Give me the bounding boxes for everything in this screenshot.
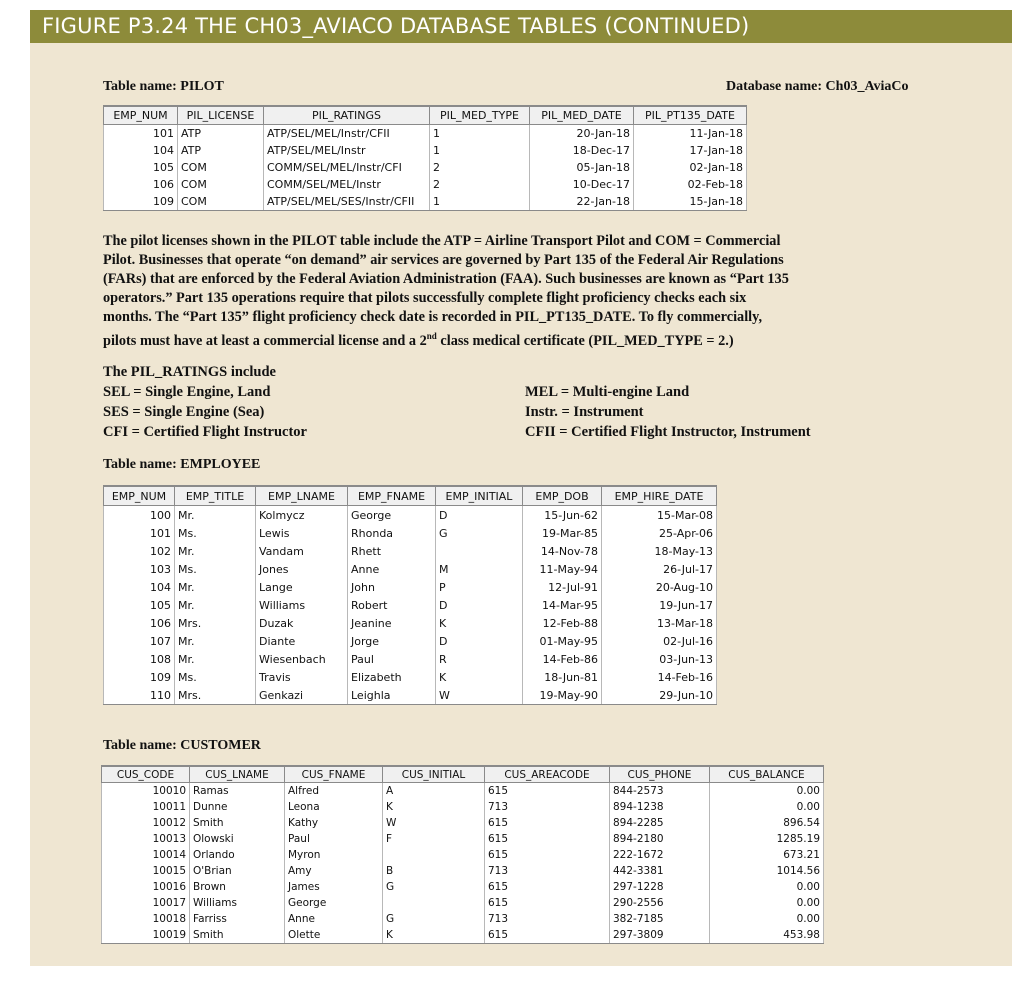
column-header: PIL_RATINGS: [264, 106, 430, 125]
table-cell: 453.98: [710, 927, 824, 944]
column-header: PIL_LICENSE: [178, 106, 264, 125]
table-cell: 108: [104, 650, 175, 668]
table-cell: 101: [104, 524, 175, 542]
table-cell: 2: [430, 176, 530, 193]
table-cell: A: [383, 783, 485, 800]
table-cell: 0.00: [710, 911, 824, 927]
database-name-label: Database name: Ch03_AviaCo: [726, 79, 909, 94]
table-row: [102, 847, 824, 863]
table-cell: 615: [485, 879, 610, 895]
table-cell: Kolmycz: [256, 506, 348, 525]
table-cell: COMM/SEL/MEL/Instr/CFI: [264, 159, 430, 176]
table-cell: Anne: [285, 911, 383, 927]
table-cell: 03-Jun-13: [602, 650, 717, 668]
table-cell: 104: [104, 578, 175, 596]
table-cell: 1: [430, 142, 530, 159]
table-cell: Lange: [256, 578, 348, 596]
superscript-text: nd: [426, 331, 437, 341]
table-cell: COMM/SEL/MEL/Instr: [264, 176, 430, 193]
table-cell: Williams: [190, 895, 285, 911]
table-cell: 10016: [102, 879, 190, 895]
table-cell: 11-May-94: [523, 560, 602, 578]
paragraph-line: The pilot licenses shown in the PILOT table include the ATP = Airline Transport Pilot and COM = Commercial: [103, 233, 781, 249]
table-cell: George: [348, 506, 436, 525]
table-cell: 14-Mar-95: [523, 596, 602, 614]
rating-instr: Instr. = Instrument: [525, 404, 644, 420]
rating-cfii: CFII = Certified Flight Instructor, Instrument: [525, 424, 811, 440]
table-cell: G: [383, 911, 485, 927]
table-cell: D: [436, 506, 523, 525]
table-row: [102, 895, 824, 911]
table-cell: 103: [104, 560, 175, 578]
table-row: [104, 560, 717, 578]
table-row: [104, 596, 717, 614]
table-cell: 1014.56: [710, 863, 824, 879]
ratings-heading: The PIL_RATINGS include: [103, 364, 276, 380]
table-cell: 1285.19: [710, 831, 824, 847]
table-row: [102, 863, 824, 879]
column-header: EMP_LNAME: [256, 486, 348, 506]
paragraph-text: class medical certificate (PIL_MED_TYPE = 2.): [436, 332, 734, 349]
table-cell: 14-Feb-86: [523, 650, 602, 668]
figure-title: FIGURE P3.24 THE CH03_AVIACO DATABASE TABLES (CONTINUED): [30, 10, 1012, 43]
table-row: [104, 668, 717, 686]
table-cell: COM: [178, 193, 264, 211]
table-cell: 106: [104, 176, 178, 193]
column-header: CUS_LNAME: [190, 766, 285, 783]
table-cell: 10010: [102, 783, 190, 800]
table-cell: COM: [178, 176, 264, 193]
customer-table-header: [102, 766, 824, 783]
table-cell: K: [436, 668, 523, 686]
column-header: CUS_AREACODE: [485, 766, 610, 783]
table-cell: R: [436, 650, 523, 668]
table-cell: 20-Jan-18: [530, 125, 634, 143]
column-header: PIL_MED_DATE: [530, 106, 634, 125]
table-cell: 29-Jun-10: [602, 686, 717, 705]
column-header: PIL_PT135_DATE: [634, 106, 747, 125]
column-header: EMP_NUM: [104, 486, 175, 506]
table-row: [102, 815, 824, 831]
table-cell: Vandam: [256, 542, 348, 560]
table-cell: James: [285, 879, 383, 895]
table-cell: Orlando: [190, 847, 285, 863]
table-cell: W: [383, 815, 485, 831]
paragraph-line: Pilot. Businesses that operate “on demand” air services are governed by Part 135 of the Federal Air Regulations: [103, 252, 784, 268]
license-paragraph: [103, 232, 789, 351]
table-row: [104, 650, 717, 668]
column-header: EMP_HIRE_DATE: [602, 486, 717, 506]
table-cell: John: [348, 578, 436, 596]
table-cell: 894-2180: [610, 831, 710, 847]
table-cell: 110: [104, 686, 175, 705]
table-cell: George: [285, 895, 383, 911]
table-cell: 222-1672: [610, 847, 710, 863]
table-cell: Leighla: [348, 686, 436, 705]
pilot-table-body: [104, 125, 747, 211]
column-header: EMP_NUM: [104, 106, 178, 125]
table-cell: ATP: [178, 125, 264, 143]
employee-table-label: Table name: EMPLOYEE: [103, 457, 261, 472]
table-row: [104, 506, 717, 525]
table-cell: Myron: [285, 847, 383, 863]
table-cell: Farriss: [190, 911, 285, 927]
table-cell: 11-Jan-18: [634, 125, 747, 143]
table-cell: Genkazi: [256, 686, 348, 705]
table-cell: COM: [178, 159, 264, 176]
table-cell: 101: [104, 125, 178, 143]
table-row: [102, 927, 824, 944]
table-cell: G: [436, 524, 523, 542]
header-row: [104, 106, 747, 125]
table-cell: 713: [485, 911, 610, 927]
table-cell: 615: [485, 895, 610, 911]
column-header: PIL_MED_TYPE: [430, 106, 530, 125]
table-cell: [383, 895, 485, 911]
table-cell: 105: [104, 596, 175, 614]
table-cell: Paul: [285, 831, 383, 847]
table-cell: F: [383, 831, 485, 847]
pilot-table: [103, 105, 747, 211]
table-cell: 106: [104, 614, 175, 632]
table-cell: 10012: [102, 815, 190, 831]
table-cell: Brown: [190, 879, 285, 895]
table-cell: Jorge: [348, 632, 436, 650]
table-cell: Dunne: [190, 799, 285, 815]
table-cell: Leona: [285, 799, 383, 815]
table-cell: K: [383, 799, 485, 815]
table-cell: [436, 542, 523, 560]
table-cell: 894-2285: [610, 815, 710, 831]
table-cell: Kathy: [285, 815, 383, 831]
table-row: [104, 193, 747, 211]
table-cell: 0.00: [710, 783, 824, 800]
table-cell: 2: [430, 159, 530, 176]
table-cell: D: [436, 596, 523, 614]
table-cell: Ms.: [175, 668, 256, 686]
table-cell: 615: [485, 927, 610, 944]
table-cell: 19-Mar-85: [523, 524, 602, 542]
table-cell: Smith: [190, 927, 285, 944]
table-cell: 15-Mar-08: [602, 506, 717, 525]
table-cell: 844-2573: [610, 783, 710, 800]
table-cell: K: [436, 614, 523, 632]
table-cell: 14-Feb-16: [602, 668, 717, 686]
table-cell: 10019: [102, 927, 190, 944]
table-row: [104, 176, 747, 193]
table-cell: Mr.: [175, 578, 256, 596]
table-cell: Alfred: [285, 783, 383, 800]
column-header: CUS_FNAME: [285, 766, 383, 783]
table-cell: Mrs.: [175, 686, 256, 705]
table-cell: 615: [485, 783, 610, 800]
customer-table-body: [102, 783, 824, 944]
table-cell: Mr.: [175, 596, 256, 614]
table-cell: P: [436, 578, 523, 596]
table-cell: 02-Jan-18: [634, 159, 747, 176]
pilot-table-header: [104, 106, 747, 125]
table-cell: 382-7185: [610, 911, 710, 927]
table-cell: 01-May-95: [523, 632, 602, 650]
table-row: [104, 542, 717, 560]
employee-table-header: [104, 486, 717, 506]
table-cell: 14-Nov-78: [523, 542, 602, 560]
column-header: CUS_INITIAL: [383, 766, 485, 783]
table-cell: 02-Feb-18: [634, 176, 747, 193]
pilot-table-label: Table name: PILOT: [103, 79, 224, 94]
table-cell: Jones: [256, 560, 348, 578]
table-cell: 13-Mar-18: [602, 614, 717, 632]
paragraph-line: [103, 327, 789, 351]
table-row: [104, 524, 717, 542]
table-cell: 713: [485, 799, 610, 815]
paragraph-line: operators.” Part 135 operations require that pilots successfully complete flight proficiency checks each six: [103, 290, 747, 306]
table-cell: 12-Feb-88: [523, 614, 602, 632]
table-cell: 10018: [102, 911, 190, 927]
table-cell: 1: [430, 125, 530, 143]
table-cell: 10013: [102, 831, 190, 847]
table-cell: 297-1228: [610, 879, 710, 895]
rating-ses: SES = Single Engine (Sea): [103, 404, 265, 420]
table-cell: 19-May-90: [523, 686, 602, 705]
table-cell: Duzak: [256, 614, 348, 632]
table-cell: 22-Jan-18: [530, 193, 634, 211]
table-cell: 25-Apr-06: [602, 524, 717, 542]
table-cell: 107: [104, 632, 175, 650]
table-row: [102, 879, 824, 895]
table-cell: ATP/SEL/MEL/Instr/CFII: [264, 125, 430, 143]
table-cell: Amy: [285, 863, 383, 879]
table-cell: Olette: [285, 927, 383, 944]
column-header: CUS_PHONE: [610, 766, 710, 783]
table-cell: 615: [485, 847, 610, 863]
table-row: [102, 783, 824, 800]
table-cell: O'Brian: [190, 863, 285, 879]
table-cell: 12-Jul-91: [523, 578, 602, 596]
column-header: EMP_DOB: [523, 486, 602, 506]
table-cell: G: [383, 879, 485, 895]
table-cell: 02-Jul-16: [602, 632, 717, 650]
header-row: [104, 486, 717, 506]
table-cell: 896.54: [710, 815, 824, 831]
table-cell: 0.00: [710, 799, 824, 815]
table-cell: 894-1238: [610, 799, 710, 815]
table-cell: 10015: [102, 863, 190, 879]
table-cell: Diante: [256, 632, 348, 650]
paragraph-line: months. The “Part 135” flight proficiency check date is recorded in PIL_PT135_DATE. To fly commercially,: [103, 309, 763, 325]
table-cell: 15-Jan-18: [634, 193, 747, 211]
table-row: [102, 799, 824, 815]
header-row: [102, 766, 824, 783]
column-header: CUS_CODE: [102, 766, 190, 783]
table-cell: 297-3809: [610, 927, 710, 944]
table-cell: 19-Jun-17: [602, 596, 717, 614]
table-cell: [383, 847, 485, 863]
table-row: [104, 614, 717, 632]
table-cell: Travis: [256, 668, 348, 686]
table-row: [104, 632, 717, 650]
column-header: EMP_INITIAL: [436, 486, 523, 506]
table-cell: Mr.: [175, 650, 256, 668]
table-row: [104, 142, 747, 159]
table-cell: Mr.: [175, 506, 256, 525]
table-row: [104, 125, 747, 143]
customer-table: [101, 765, 824, 944]
table-cell: Mr.: [175, 632, 256, 650]
table-cell: 109: [104, 193, 178, 211]
figure-panel: [30, 10, 1012, 966]
table-cell: 615: [485, 815, 610, 831]
table-cell: 15-Jun-62: [523, 506, 602, 525]
table-cell: 17-Jan-18: [634, 142, 747, 159]
table-row: [104, 578, 717, 596]
paragraph-line: (FARs) that are enforced by the Federal Aviation Administration (FAA). Such businesses are known as “Part 135: [103, 271, 789, 287]
table-cell: Paul: [348, 650, 436, 668]
table-cell: 673.21: [710, 847, 824, 863]
rating-cfi: CFI = Certified Flight Instructor: [103, 424, 307, 440]
table-cell: K: [383, 927, 485, 944]
table-cell: 109: [104, 668, 175, 686]
table-cell: Smith: [190, 815, 285, 831]
column-header: EMP_FNAME: [348, 486, 436, 506]
table-cell: 100: [104, 506, 175, 525]
table-row: [104, 686, 717, 705]
table-cell: 26-Jul-17: [602, 560, 717, 578]
table-cell: 18-Dec-17: [530, 142, 634, 159]
table-cell: 102: [104, 542, 175, 560]
table-cell: 18-Jun-81: [523, 668, 602, 686]
table-cell: 0.00: [710, 895, 824, 911]
table-cell: Ms.: [175, 524, 256, 542]
table-cell: 105: [104, 159, 178, 176]
table-cell: Williams: [256, 596, 348, 614]
table-cell: W: [436, 686, 523, 705]
table-cell: ATP: [178, 142, 264, 159]
employee-table: [103, 485, 717, 705]
table-cell: Wiesenbach: [256, 650, 348, 668]
table-cell: Mrs.: [175, 614, 256, 632]
table-row: [104, 159, 747, 176]
paragraph-text: pilots must have at least a commercial license and a 2: [103, 332, 427, 349]
table-cell: 05-Jan-18: [530, 159, 634, 176]
rating-mel: MEL = Multi-engine Land: [525, 384, 690, 400]
table-cell: ATP/SEL/MEL/SES/Instr/CFII: [264, 193, 430, 211]
table-cell: 442-3381: [610, 863, 710, 879]
table-cell: ATP/SEL/MEL/Instr: [264, 142, 430, 159]
table-row: [102, 911, 824, 927]
table-row: [102, 831, 824, 847]
column-header: CUS_BALANCE: [710, 766, 824, 783]
table-cell: Rhonda: [348, 524, 436, 542]
table-cell: Jeanine: [348, 614, 436, 632]
table-cell: B: [383, 863, 485, 879]
table-cell: Olowski: [190, 831, 285, 847]
table-cell: 615: [485, 831, 610, 847]
table-cell: 10014: [102, 847, 190, 863]
table-cell: Lewis: [256, 524, 348, 542]
table-cell: 104: [104, 142, 178, 159]
column-header: EMP_TITLE: [175, 486, 256, 506]
table-cell: 18-May-13: [602, 542, 717, 560]
employee-table-body: [104, 506, 717, 705]
table-cell: Robert: [348, 596, 436, 614]
table-cell: D: [436, 632, 523, 650]
customer-table-label: Table name: CUSTOMER: [103, 738, 261, 753]
table-cell: Elizabeth: [348, 668, 436, 686]
table-cell: 10-Dec-17: [530, 176, 634, 193]
table-cell: M: [436, 560, 523, 578]
table-cell: 713: [485, 863, 610, 879]
table-cell: Ms.: [175, 560, 256, 578]
table-cell: 1: [430, 193, 530, 211]
table-cell: Rhett: [348, 542, 436, 560]
table-cell: Mr.: [175, 542, 256, 560]
table-cell: 0.00: [710, 879, 824, 895]
table-cell: Anne: [348, 560, 436, 578]
table-cell: 10011: [102, 799, 190, 815]
table-cell: 290-2556: [610, 895, 710, 911]
table-cell: Ramas: [190, 783, 285, 800]
table-cell: 10017: [102, 895, 190, 911]
table-cell: 20-Aug-10: [602, 578, 717, 596]
rating-sel: SEL = Single Engine, Land: [103, 384, 271, 400]
